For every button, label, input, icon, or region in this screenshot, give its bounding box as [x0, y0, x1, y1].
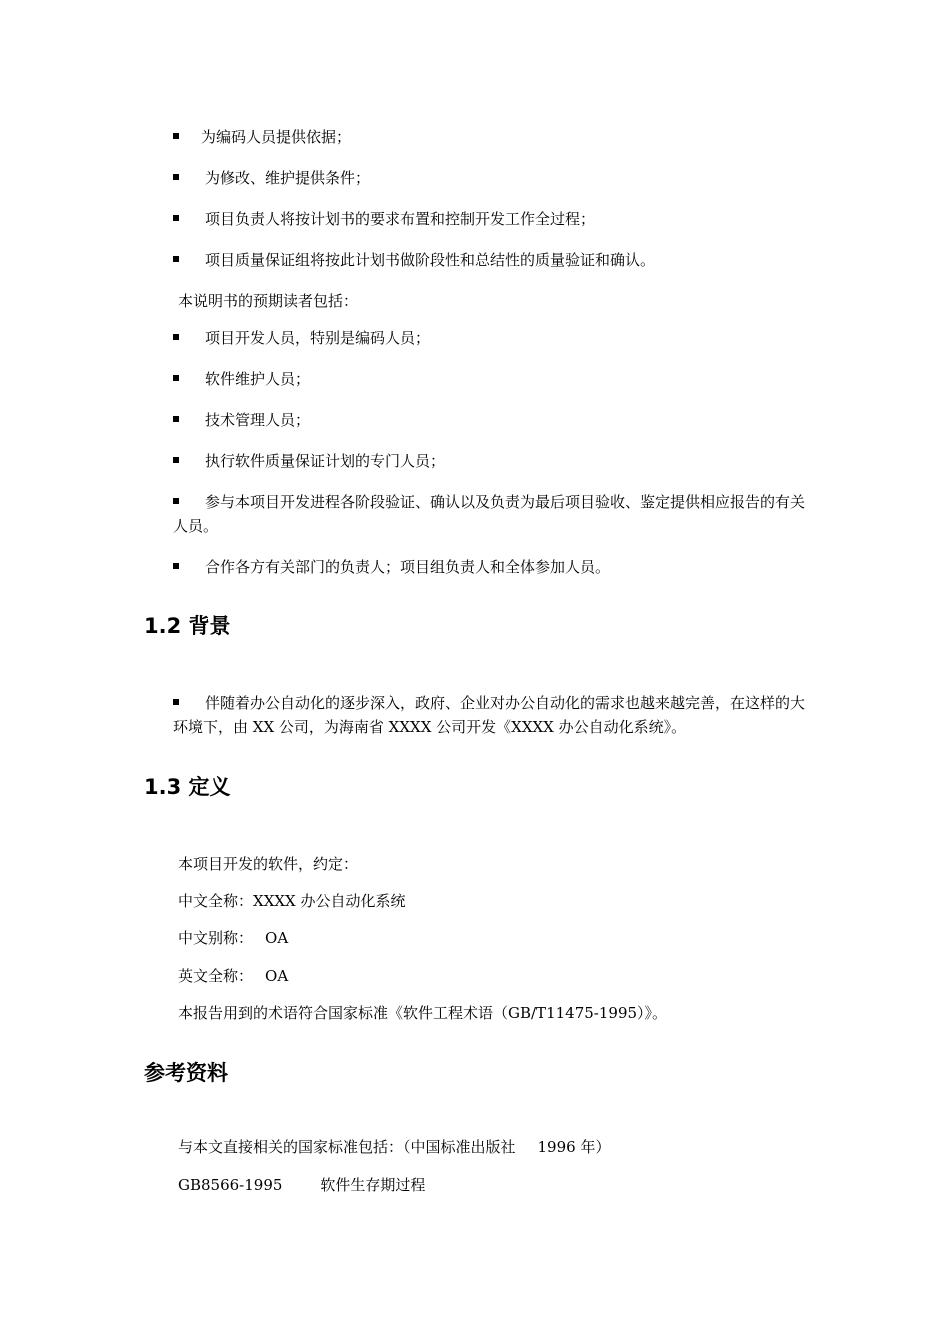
references-intro	[178, 1135, 610, 1159]
definition-label: 英文全称：	[178, 967, 254, 985]
definition-full-name	[178, 889, 406, 913]
definition-label: 中文别称：	[178, 929, 254, 947]
section-heading-references: 参考资料	[144, 1061, 228, 1085]
square-bullet-icon	[173, 256, 179, 262]
definition-english	[178, 964, 288, 988]
list-item-text: 项目开发人员，特别是编码人员；	[205, 329, 431, 347]
list-item	[173, 207, 813, 231]
list-item	[173, 449, 813, 473]
standard-code: GB8566-1995	[178, 1176, 283, 1194]
definition-value: OA	[265, 929, 289, 947]
square-bullet-icon	[173, 133, 179, 139]
definition-intro: 本项目开发的软件，约定：	[178, 855, 359, 873]
square-bullet-icon	[173, 416, 179, 422]
section-heading-background: 1.2 背景	[144, 614, 231, 638]
list-item	[173, 555, 813, 579]
square-bullet-icon	[173, 498, 179, 504]
square-bullet-icon	[173, 457, 179, 463]
section-heading-definition: 1.3 定义	[144, 775, 231, 799]
definition-value: OA	[265, 967, 289, 985]
list-item-text: 为修改、维护提供条件；	[205, 169, 371, 187]
definition-value: XXXX 办公自动化系统	[253, 892, 406, 910]
list-item-text: 为编码人员提供依据；	[201, 128, 352, 146]
standard-title: 软件生存期过程	[320, 1176, 426, 1194]
definition-alias	[178, 926, 288, 950]
list-item-text: 合作各方有关部门的负责人；项目组负责人和全体参加人员。	[205, 558, 611, 576]
reference-standard	[178, 1173, 425, 1197]
references-intro-text: 与本文直接相关的国家标准包括：（中国标准出版社	[178, 1138, 516, 1156]
definition-label: 中文全称：	[178, 892, 254, 910]
list-item-text: 项目质量保证组将按此计划书做阶段性和总结性的质量验证和确认。	[205, 251, 656, 269]
list-item	[173, 367, 813, 391]
square-bullet-icon	[173, 334, 179, 340]
list-item	[173, 490, 813, 538]
square-bullet-icon	[173, 174, 179, 180]
list-item-text: 执行软件质量保证计划的专门人员；	[205, 452, 446, 470]
list-item-text: 伴随着办公自动化的逐步深入，政府、企业对办公自动化的需求也越来越完善，在这样的大环境下，由 XX 公司，为海南省 XXXX 公司开发《XXXX 办公自动化系统》。	[173, 694, 806, 736]
list-item	[173, 408, 813, 432]
definition-terms-note: 本报告用到的术语符合国家标准《软件工程术语（GB/T11475-1995）》。	[178, 1004, 668, 1022]
list-item-text: 项目负责人将按计划书的要求布置和控制开发工作全过程；	[205, 210, 596, 228]
list-item-text: 软件维护人员；	[205, 370, 311, 388]
list-item	[173, 166, 813, 190]
references-intro-year: 1996 年）	[537, 1138, 611, 1156]
list-item-text: 技术管理人员；	[205, 411, 311, 429]
list-item	[173, 125, 813, 149]
readers-intro: 本说明书的预期读者包括：	[178, 292, 359, 310]
square-bullet-icon	[173, 375, 179, 381]
list-item	[173, 326, 813, 350]
list-item-text: 参与本项目开发进程各阶段验证、确认以及负责为最后项目验收、鉴定提供相应报告的有关人员。	[173, 493, 806, 535]
square-bullet-icon	[173, 563, 179, 569]
square-bullet-icon	[173, 215, 179, 221]
list-item	[173, 248, 813, 272]
list-item	[173, 691, 813, 739]
square-bullet-icon	[173, 699, 179, 705]
